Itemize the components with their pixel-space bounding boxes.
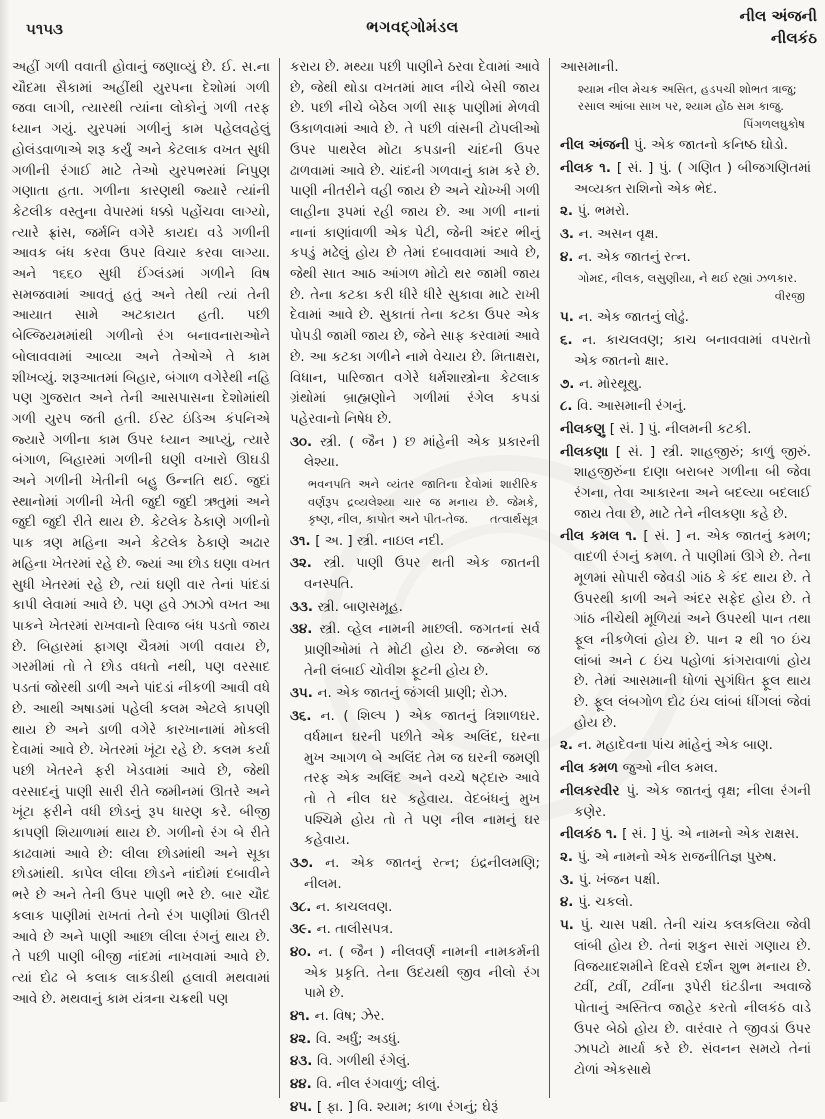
sense-entry: ૪૫. [ ફા. ] વિ. શ્યામ; કાળા રંગનું; ઘેરૂં — [290, 1099, 499, 1115]
headword-entry: નીલકણુ [ સં. ] પું. નીલમની કટકી. — [560, 421, 752, 437]
sense-number: ૮. — [560, 399, 578, 415]
sense-number: ૨. — [560, 850, 578, 865]
headword: નીલકરવીર — [560, 783, 627, 799]
sense-entry: ૪૪. વિ. નીલ રંગવાળું; લીલું. — [290, 1077, 441, 1093]
sense-entry: ૩૪. સ્ત્રી. વ્હેલ નામની માછલી. જગતનાં સર્વ પ્રાણીઓમાં તે મોટી હોય છે. જન્મેલા જ તેની લંબાઈ ચોવીશ ફૂટની હોય છે. — [290, 622, 540, 679]
sense-number: ૩૩. — [290, 599, 318, 615]
headword: નીલકણા — [560, 444, 616, 460]
sense-entry: ૩૫. ન. એક જાતનું જંગલી પ્રાણી; રોઝ. — [290, 686, 508, 702]
sense-number: ૨. — [560, 738, 578, 754]
sense-number: ૪૫. — [290, 1099, 317, 1115]
headword-entry: નીલકણા [ સં. ] સ્ત્રી. શાહજીરું; કાળું જીરું. શાહજીરુંના દાણા બરાબર ગળીના બી જેવા રંગના, તેવા આકારના અને બદલ્યા બદલાઈ જાય તેવા છે, માટે તેને નીલકણા કહે છે. — [560, 444, 811, 522]
headword-range-bottom: નીલકંઠ — [770, 29, 817, 47]
sense-entry: ૪૧. ન. વિષ; ઝેર. — [290, 1009, 385, 1025]
paragraph-text: કરાય છે. મથ્યા પછી પાણીને ઠરવા દેવામાં આવે છે, જેથી થોડા વખતમાં માલ નીચે બેસી જાય છે. પછી નીચે બેઠેલ ગળી સાફ પાણીમાં મેળવી ઉકાળવામાં આવે છે. તે પછી વાંસની ટોપલીઓ ઉપર પાથરેલ મોટા કપડાની ચાંદની ઉપર ઢાળવામાં આવે છે. ચાંદની ગળવાનું કામ કરે છે. પાણી નીતરીને વહી જાય છે અને ચોખ્ખી ગળી લાહીના રૂપમાં રહી જાય છે. આ ગળી નાનાં નાનાં કાણાંવાળી એક પેટી, જેની અંદર ભીનું કપડું મઢેલું હોય છે તેમાં દબાવવામાં આવે છે, જેથી સાત આઠ આંગળ મોટો થર જામી જાય છે. તેના કટકા કરી ધીરે ધીરે સુકાવા માટે રાખી દેવામાં આવે છે. સુકાતાં તેના કટકા ઉપર એક પોપડી જામી જાય છે, જેને સાફ કરવામાં આવે છે. આ કટકા ગળીને નામે વેચાય છે. મિતાક્ષરા, વિધાન, પારિજાત વગેરે ધર્મશાસ્ત્રોના કેટલાક ગ્રંથોમાં બ્રાહ્મણોને ગળીમાં રંગેલ કપડાં પહેરવાનો નિષેધ છે. — [290, 60, 540, 427]
columns-container — [12, 58, 813, 1115]
sense-entry: ૭. ન. મોરથૂથુ. — [560, 376, 643, 392]
sense-number: ૪૪. — [290, 1077, 317, 1093]
paragraph-text: આસમાની. — [560, 60, 619, 75]
column-middle — [279, 58, 549, 1115]
headword-entry: નીલ કમલ ૧. [ સં. ] ન. એક જાતનું કમળ; વાદળી રંગનું કમળ. તે પાણીમાં ઊગે છે. તેના મૂળમાં સોપારી જેવડી ગાંઠ કે કંદ થાય છે. તે ઉપરથી કાળી અને અંદર સફેદ હોય છે. તે ગાંઠ નીચેથી મૂળિયાં અને ઉપરથી પાન તથા ફૂલ નીકળેલાં હોય છે. પાન ૨ થી ૧૦ ઇંચ લાંબાં અને ૮ ઇંચ પહોળાં કાંગરાવાળાં હોય છે. તેમાં આસમાની ધોળાં સુગંધિત ફૂલ થાય છે. ફૂલ લંબગોળ દોઢ ઇંચ લાંબાં ધીંગલાં જેવાં હોય છે. — [560, 529, 812, 731]
sense-number: ૪. — [560, 249, 579, 265]
sense-number: ૩૯. — [290, 922, 317, 938]
sense-entry: ૪૩. વિ. ગળીથી રંગેલું. — [290, 1054, 411, 1070]
headword: નીલ કમલ ૧. — [560, 529, 644, 545]
sense-number: ૨. — [560, 204, 578, 220]
column-left — [12, 58, 279, 1098]
headword: નીલકણુ — [560, 421, 610, 437]
sense-number: ૪૦. — [290, 944, 319, 960]
sense-number: ૭. — [560, 376, 580, 392]
citation-quote — [560, 81, 811, 134]
headword-entry: નીલ અંજની પું. એક જાતનો કનિષ્ઠ ઘોડો. — [560, 138, 789, 154]
sense-entry: ૪. ન. એક જાતનું રત્ન. — [560, 249, 691, 265]
sense-entry: ૬. ન. કાચલવણ; કાચ બનાવવામાં વપરાતો એક જાતનો ક્ષાર. — [560, 333, 811, 369]
citation-source: પિંગળલઘુકોષ — [743, 116, 805, 131]
citation-quote — [290, 476, 540, 529]
sense-entry: ૩૧. [ અ. ] સ્ત્રી. નાઇલ નદી. — [290, 533, 445, 549]
sense-number: ૩૭. — [290, 856, 326, 872]
book-title: ભગવદ્ગોમંડલ — [366, 18, 459, 36]
sense-entry: ૮. વિ. આસમાની રંગનું. — [560, 399, 687, 415]
sense-entry: ૪૨. વિ. અર્ધું; અડધું. — [290, 1031, 401, 1047]
sense-number: ૪૧. — [290, 1009, 315, 1025]
sense-number: ૪૩. — [290, 1054, 317, 1070]
sense-entry: ૪. પું. ચકલો. — [560, 895, 634, 911]
sense-number: ૩. — [560, 872, 579, 888]
sense-number: ૪. — [560, 895, 579, 911]
headword-entry: નીલકંઠ ૧. [ સં. ] પું. એ નામનો એક રાક્ષસ. — [560, 827, 800, 843]
page-number: ૫૧૫૩ — [26, 20, 64, 38]
sense-entry: ૩૨. સ્ત્રી. પાણી ઉપર થતી એક જાતની વનસ્પતિ. — [290, 556, 540, 592]
sense-entry: ૩૭. ન. એક જાતનું રત્ન; ઇંદ્રનીલમણિ; નીલમ. — [290, 856, 540, 892]
sense-entry: ૩૬. ન. ( શિલ્પ ) એક જાતનું ત્રિશાળઘર. વર્ધમાન ઘરની પછીતે એક અલિંદ, ઘરના મુખ આગળ બે અલિંદ તેમ જ ઘરની જમણી તરફ એક અલિંદ અને વચ્ચે ષટ્દારુ આવે તો તે નીલ ઘર કહેવાય. વેદબંધનું મુખ પશ્ચિમે હોય તો તે પણ નીલ નામનું ઘર કહેવાય. — [290, 709, 540, 849]
sense-entry: ૪૦. ન. ( જૈન ) નીલવર્ણ નામની નામકર્મની એક પ્રકૃતિ. તેના ઉદયથી જીવ નીલો રંગ પામે છે. — [290, 944, 540, 1002]
quote-line: રસાલ આંબા સાખ પર, શ્યામ હોંઠ સમ કાજુ. — [578, 99, 784, 114]
sense-entry: ૨. પું. ભમરો. — [560, 204, 630, 220]
sense-number: ૩૦. — [290, 434, 321, 450]
sense-number: ૩૪. — [290, 622, 320, 638]
sense-number: ૩૮. — [290, 899, 317, 915]
sense-entry: ૨. ન. મહાદેવના પાંચ માંહેનું એક બાણ. — [560, 738, 773, 754]
sense-entry: ૩૮. ન. કાચલવણ. — [290, 899, 393, 915]
headword-entry: નીલકરવીર પું. એક જાતનું વૃક્ષ; નીલા રંગની કણેર. — [560, 783, 812, 820]
sense-entry: ૩૯. ન. તાલીસપત્ર. — [290, 922, 394, 938]
quote-line: ભવનપતિ અને વ્યંતર જાતિના દેવોમાં શારીરિક વર્ણરૂપ દ્રવ્યલેશ્યા ચાર જ મનાય છે. જેમકે, કૃષ્ણ, નીલ, કાપોત અને પીત-તેજ. તત્વાર્થસૂત્ર — [308, 476, 538, 529]
quote-line: શ્યામ નીલ મેચક અસિત, હડપચી શોભત ત્રાજુ; — [578, 81, 797, 96]
sense-number: ૫. — [560, 310, 579, 326]
sense-entry: ૩૩. સ્ત્રી. બાણસમૂહ. — [290, 599, 403, 615]
sense-number: ૪૨. — [290, 1031, 316, 1047]
sense-entry: ૨. પું. એ નામનો એક રાજનીતિજ્ઞ પુરુષ. — [560, 850, 777, 865]
headword-range-top: નીલ અંજની — [739, 7, 817, 25]
sense-number: ૬. — [560, 333, 583, 349]
sense-entry: ૩. પું. ખંજન પક્ષી. — [560, 872, 661, 888]
sense-entry: ૫. ન. એક જાતનું લોઢું. — [560, 310, 689, 326]
citation-quote — [560, 270, 811, 305]
headword-entry: નીલ કમળ જુઓ નીલ કમલ. — [560, 761, 719, 777]
sense-number: ૩૫. — [290, 686, 318, 702]
sense-number: ૩૨. — [290, 556, 324, 572]
headword-entry: નીલક ૧. [ સં. ] પું. ( ગણિત ) બીજગણિતમાં અવ્યક્ત રાશિનો એક ભેદ. — [560, 160, 811, 197]
citation-source: વીરજી — [774, 288, 805, 303]
sense-number: ૩૬. — [290, 709, 321, 725]
sense-entry: ૩૦. સ્ત્રી. ( જૈન ) છ માંહેની એક પ્રકારની લેશ્યા. — [290, 434, 541, 471]
column-right — [549, 58, 813, 1098]
sense-number: ૩. — [560, 227, 579, 243]
headword-range — [739, 5, 817, 49]
headword: નીલ અંજની — [560, 138, 634, 154]
paragraph-text: અહીં ગળી વવાતી હોવાનું જણાવ્યું છે. ઈ. સ.ના ચૌદમા સૈકામાં અહીંથી યુરપના દેશોમાં ગળી જવા લાગી, ત્યારથી ત્યાંના લોકોનું ગળી તરફ ધ્યાન ગયું. યુરપમાં ગળીનું કામ પહેલવહેલું હોલંડવાળાએ શરૂ કર્યું અને કેટલાક વખત સુધી ગળીની રંગાઈ માટે તેઓ યુરપભરમાં નિપુણ ગણાતા હતા. ગળીના કારણથી જ્યારે ત્યાંની કેટલીક વસ્તુના વેપારમાં ધક્કો પહોંચવા લાગ્યો, ત્યારે ફ્રાંસ, જર્મનિ વગેરે કાયદા વડે ગળીની આવક બંધ કરવા ઉપર વિચાર કરવા લાગ્યા. અને ૧૬૬૦ સુધી ઈંગ્લંડમાં ગળીને વિષ સમજવામાં આવતું હતું અને તેથી ત્યાં તેની આયાત સામે અટકાયત હતી. પછી બેલ્જિયમમાંથી ગળીનો રંગ બનાવનારાઓને બોલાવવામાં આવ્યા અને તેઓએ તે કામ શીખવ્યું. શરૂઆતમાં બિહાર, બંગાળ વગેરેથી નહિ પણ ગુજરાત અને તેની આસપાસના દેશોમાંથી ગળી યુરપ જતી હતી. ઈસ્ટ ઇંડિઅ કંપનિએ જ્યારે ગળીના કામ ઉપર ધ્યાન આપ્યું, ત્યારે બંગાળ, બિહારમાં ગળીની ઘણી વખારો ઊઘડી અને ગળીની ખેતીની બહુ ઉન્નતિ થઈ. જુદાં સ્થાનોમાં ગળીની ખેતી જુદી જુદી ઋતુમાં અને જુદી જુદી રીતે થાય છે. કેટલેક ઠેકાણે ગળીનો પાક ત્રણ મહિના અને કેટલેક ઠેકાણે અઢાર મહિના ખેતરમાં રહે છે. જ્યાં આ છોડ ઘણા વખત સુધી ખેતરમાં રહે છે, ત્યાં ઘણી વાર તેનાં પાંદડાં કાપી લેવામાં આવે છે. પણ હવે ઝાઝો વખત આ પાકને ખેતરમાં રાખવાનો રિવાજ બંધ પડતો જાય છે. બિહારમાં ફાગણ ચૈત્રમાં ગળી વવાય છે, ગરમીમાં તો તે છોડ વધતો નથી, પણ વરસાદ પડતાં જોરથી ડાળી અને પાંદડાં નીકળી આવી વધે છે. આથી અષાડમાં પહેલી કલમ એટલે કાપણી થાય છે અને ડાળી વગેરે કારખાનામાં મોકલી દેવામાં આવે છે. ખેતરમાં ખૂંટા રહે છે. કલમ કર્યા પછી ખેતરને ફરી ખેડવામાં આવે છે, જેથી વરસાદનું પાણી સારી રીતે જમીનમાં ઊતરે અને ખૂંટા ફરીને વધી છોડનું રૂપ ધારણ કરે. બીજી કાપણી શિયાળામાં થાય છે. ગળીનો રંગ બે રીતે કાઢવામાં આવે છે: લીલા છોડમાંથી અને સૂકા છોડમાંથી. કાપેલ લીલા છોડને નાંદોમાં દબાવીને ભરે છે અને તેની ઉપર પાણી ભરે છે. બાર ચૌદ કલાક પાણીમાં રાખતાં તેનો રંગ પાણીમાં ઊતરી આવે છે અને પાણી આછા લીલા રંગનું થાય છે. તે પછી પાણી બીજી નાંદમાં નાખવામાં આવે છે. ત્યાં દોઢ બે કલાક લાકડીથી હલાવી મથવામાં આવે છે. મથવાનું કામ યંત્રના ચક્રથી પણ — [12, 60, 270, 1007]
headword: નીલકંઠ ૧. — [560, 827, 623, 843]
quote-line: ગોમદ, નીલક, લસુણીયા, ને થઈ રહ્યાં ઝળકાર. — [578, 271, 798, 286]
sense-number: ૩૧. — [290, 533, 316, 549]
sense-number: ૫. — [560, 918, 581, 934]
headword: નીલક ૧. — [560, 160, 617, 176]
citation-source: તત્વાર્થસૂત્ર — [489, 512, 538, 527]
sense-entry: ૫. પું. ચાસ પક્ષી. તેની ચાંચ કલકલિયા જેવી લાંબી હોય છે. તેનાં શકુન સારાં ગણાય છે. વિજયાદશમીને દિવસે દર્શન શુભ મનાય છે. ટ્વીં, ટ્વીં, ટ્વીંના રૂપેરી ઘંટડીના અવાજે પોતાનું અસ્તિત્વ જાહેર કરતો નીલકંઠ વાડે ઉપર બેઠો હોય છે. વારંવાર તે જીવડાં ઉપર ઝાપટો માર્યા કરે છે. સંવનન સમયે તેનાં ટોળાં એકસાથે — [560, 918, 812, 1079]
headword: નીલ કમળ — [560, 761, 623, 777]
sense-entry: ૩. ન. અસન વૃક્ષ. — [560, 227, 659, 243]
